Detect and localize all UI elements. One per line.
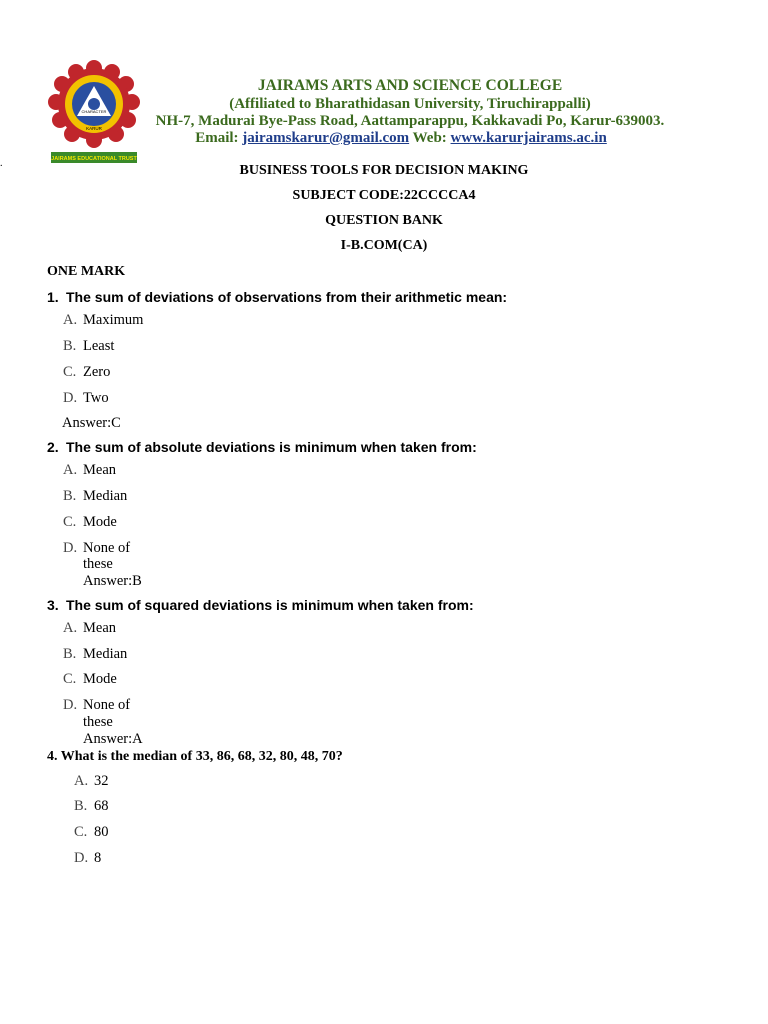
subject-code: SUBJECT CODE:22CCCCA4 — [292, 188, 476, 203]
question-number: 4. — [47, 749, 58, 764]
question-text: The sum of absolute deviations is minimum when taken from: — [66, 439, 477, 455]
svg-text:CHARACTER: CHARACTER — [81, 109, 107, 114]
answer-2: Answer:B — [83, 573, 142, 589]
option-3b: B. Median — [63, 646, 128, 662]
option-3d: D. None of — [63, 697, 131, 713]
class-name: I-B.COM(CA) — [340, 238, 428, 253]
document-title: QUESTION BANK — [325, 213, 443, 228]
question-text: What is the median of 33, 86, 68, 32, 80, 48, 70? — [60, 749, 343, 764]
section-heading: ONE MARK — [47, 264, 126, 279]
web-label: Web: — [412, 130, 447, 146]
college-address: NH-7, Madurai Bye-Pass Road, Aattamparappu, Kakkavadi Po, Karur-639003. — [155, 113, 665, 129]
email-link[interactable]: jairamskarur@gmail.com — [242, 130, 410, 146]
answer-1: Answer:C — [62, 415, 121, 431]
option-3d-continuation: these — [83, 714, 113, 730]
question-text: The sum of squared deviations is minimum when taken from: — [66, 597, 474, 613]
question-2 — [47, 438, 477, 456]
option-2d-continuation: these — [83, 556, 113, 572]
question-number: 3. — [47, 597, 59, 613]
option-4c: C. 80 — [74, 824, 109, 840]
option-2a: A. Mean — [63, 462, 117, 478]
option-2d: D. None of — [63, 540, 131, 556]
college-affiliation: (Affiliated to Bharathidasan University, Tiruchirappalli) — [229, 96, 591, 112]
question-number: 1. — [47, 289, 59, 305]
option-4b: B. 68 — [74, 798, 109, 814]
question-4 — [47, 748, 343, 766]
answer-3: Answer:A — [83, 731, 143, 747]
option-1b: B. Least — [63, 338, 115, 354]
college-logo — [48, 60, 140, 166]
option-1a: A. Maximum — [63, 312, 144, 328]
option-3a: A. Mean — [63, 620, 117, 636]
question-3 — [47, 596, 474, 614]
option-4a: A. 32 — [74, 773, 109, 789]
college-name: JAIRAMS ARTS AND SCIENCE COLLEGE — [257, 77, 563, 94]
email-label: Email: — [195, 130, 239, 146]
svg-text:JAIRAMS EDUCATIONAL TRUST: JAIRAMS EDUCATIONAL TRUST — [51, 156, 137, 162]
option-2b: B. Median — [63, 488, 128, 504]
option-4d: D. 8 — [74, 850, 102, 866]
option-1c: C. Zero — [63, 364, 111, 380]
option-2c: C. Mode — [63, 514, 117, 530]
subject-title: BUSINESS TOOLS FOR DECISION MAKING — [239, 163, 529, 178]
option-3c: C. Mode — [63, 671, 117, 687]
question-1 — [47, 288, 507, 306]
question-text: The sum of deviations of observations from their arithmetic mean: — [66, 289, 508, 305]
question-number: 2. — [47, 439, 59, 455]
website-link[interactable]: www.karurjairams.ac.in — [450, 130, 607, 146]
college-contact — [131, 129, 671, 147]
college-emblem-icon — [48, 60, 140, 166]
stray-mark: . — [0, 158, 3, 169]
option-1d: D. Two — [63, 390, 109, 406]
svg-text:KARUR: KARUR — [86, 126, 102, 131]
